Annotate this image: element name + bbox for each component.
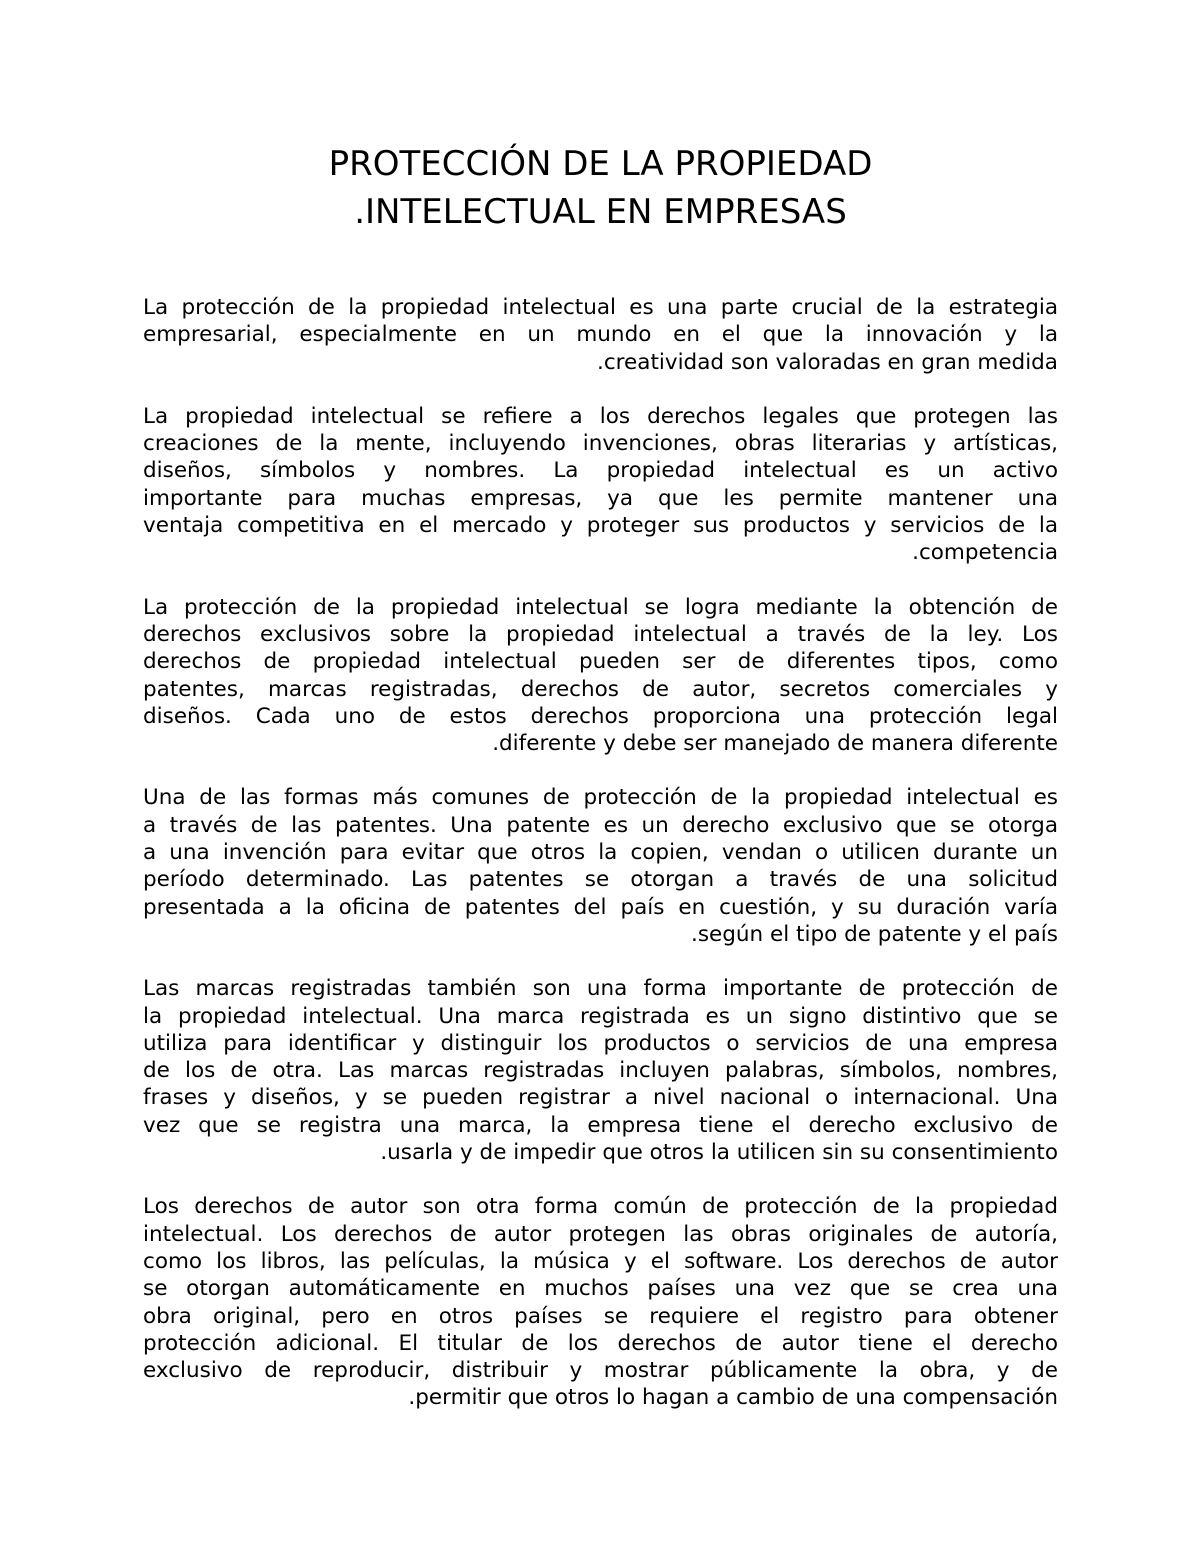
paragraph-line: obra original, pero en otros países se requiere el registro para obtener	[143, 1303, 1058, 1329]
paragraph-line: creaciones de la mente, incluyendo invenciones, obras literarias y artísticas,	[143, 431, 1058, 457]
body-paragraph	[143, 784, 1058, 948]
paragraph-line: .usarla y de impedir que otros la utilicen sin su consentimiento	[380, 1140, 1058, 1166]
body-paragraph	[143, 594, 1058, 758]
paragraph-line: derechos exclusivos sobre la propiedad intelectual a través de la ley. Los	[143, 621, 1058, 647]
paragraph-line: de los de otra. Las marcas registradas incluyen palabras, símbolos, nombres,	[143, 1058, 1058, 1084]
paragraph-line: .diferente y debe ser manejado de manera diferente	[492, 731, 1058, 757]
paragraph-line: intelectual. Los derechos de autor protegen las obras originales de autoría,	[143, 1221, 1058, 1247]
body-paragraph	[143, 294, 1058, 376]
paragraph-line: frases y diseños, y se pueden registrar a nivel nacional o internacional. Una	[143, 1085, 1058, 1111]
paragraph-line: vez que se registra una marca, la empresa tiene el derecho exclusivo de	[143, 1112, 1058, 1138]
paragraph-line: como los libros, las películas, la música y el software. Los derechos de autor	[143, 1248, 1058, 1274]
title-line-1: PROTECCIÓN DE LA PROPIEDAD	[328, 144, 873, 184]
paragraph-line: Una de las formas más comunes de protección de la propiedad intelectual es	[143, 785, 1058, 811]
paragraph-line: La protección de la propiedad intelectual es una parte crucial de la estrategia	[143, 295, 1058, 320]
paragraph-line: .permitir que otros lo hagan a cambio de una compensación	[408, 1385, 1058, 1411]
paragraph-line: patentes, marcas registradas, derechos de autor, secretos comerciales y	[143, 676, 1058, 702]
document-body	[143, 294, 1058, 1412]
paragraph-line: protección adicional. El titular de los derechos de autor tiene el derecho	[143, 1330, 1058, 1356]
paragraph-line: .según el tipo de patente y el país	[691, 921, 1058, 947]
paragraph-line: presentada a la oficina de patentes del país en cuestión, y su duración varía	[143, 894, 1058, 920]
paragraph-line: Las marcas registradas también son una forma importante de protección de	[143, 976, 1058, 1002]
paragraph-line: a una invención para evitar que otros la copien, vendan o utilicen durante un	[143, 840, 1058, 866]
paragraph-line: derechos de propiedad intelectual pueden ser de diferentes tipos, como	[143, 649, 1058, 675]
paragraph-line: .creatividad son valoradas en gran medida	[597, 349, 1058, 375]
paragraph-line: utiliza para identificar y distinguir los productos o servicios de una empresa	[143, 1030, 1058, 1056]
document-title	[143, 140, 1058, 236]
paragraph-line: La protección de la propiedad intelectual se logra mediante la obtención de	[143, 594, 1058, 620]
body-paragraph	[143, 1193, 1058, 1411]
body-paragraph	[143, 975, 1058, 1166]
paragraph-line: diseños. Cada uno de estos derechos proporciona una protección legal	[143, 703, 1058, 729]
document-page	[143, 140, 1058, 1439]
paragraph-line: La propiedad intelectual se refiere a los derechos legales que protegen las	[143, 403, 1058, 429]
title-line-2: .INTELECTUAL EN EMPRESAS	[354, 192, 847, 232]
body-paragraph	[143, 403, 1058, 567]
paragraph-line: la propiedad intelectual. Una marca registrada es un signo distintivo que se	[143, 1003, 1058, 1029]
paragraph-line: .competencia	[912, 540, 1058, 566]
paragraph-line: a través de las patentes. Una patente es un derecho exclusivo que se otorga	[143, 812, 1058, 838]
paragraph-line: empresarial, especialmente en un mundo en el que la innovación y la	[143, 322, 1058, 348]
paragraph-line: exclusivo de reproducir, distribuir y mostrar públicamente la obra, y de	[143, 1358, 1058, 1384]
paragraph-line: Los derechos de autor son otra forma común de protección de la propiedad	[143, 1194, 1058, 1220]
paragraph-line: diseños, símbolos y nombres. La propiedad intelectual es un activo	[143, 458, 1058, 484]
paragraph-line: se otorgan automáticamente en muchos países una vez que se crea una	[143, 1276, 1058, 1302]
paragraph-line: período determinado. Las patentes se otorgan a través de una solicitud	[143, 867, 1058, 893]
paragraph-line: importante para muchas empresas, ya que les permite mantener una	[143, 485, 1058, 511]
paragraph-line: ventaja competitiva en el mercado y proteger sus productos y servicios de la	[143, 513, 1058, 539]
